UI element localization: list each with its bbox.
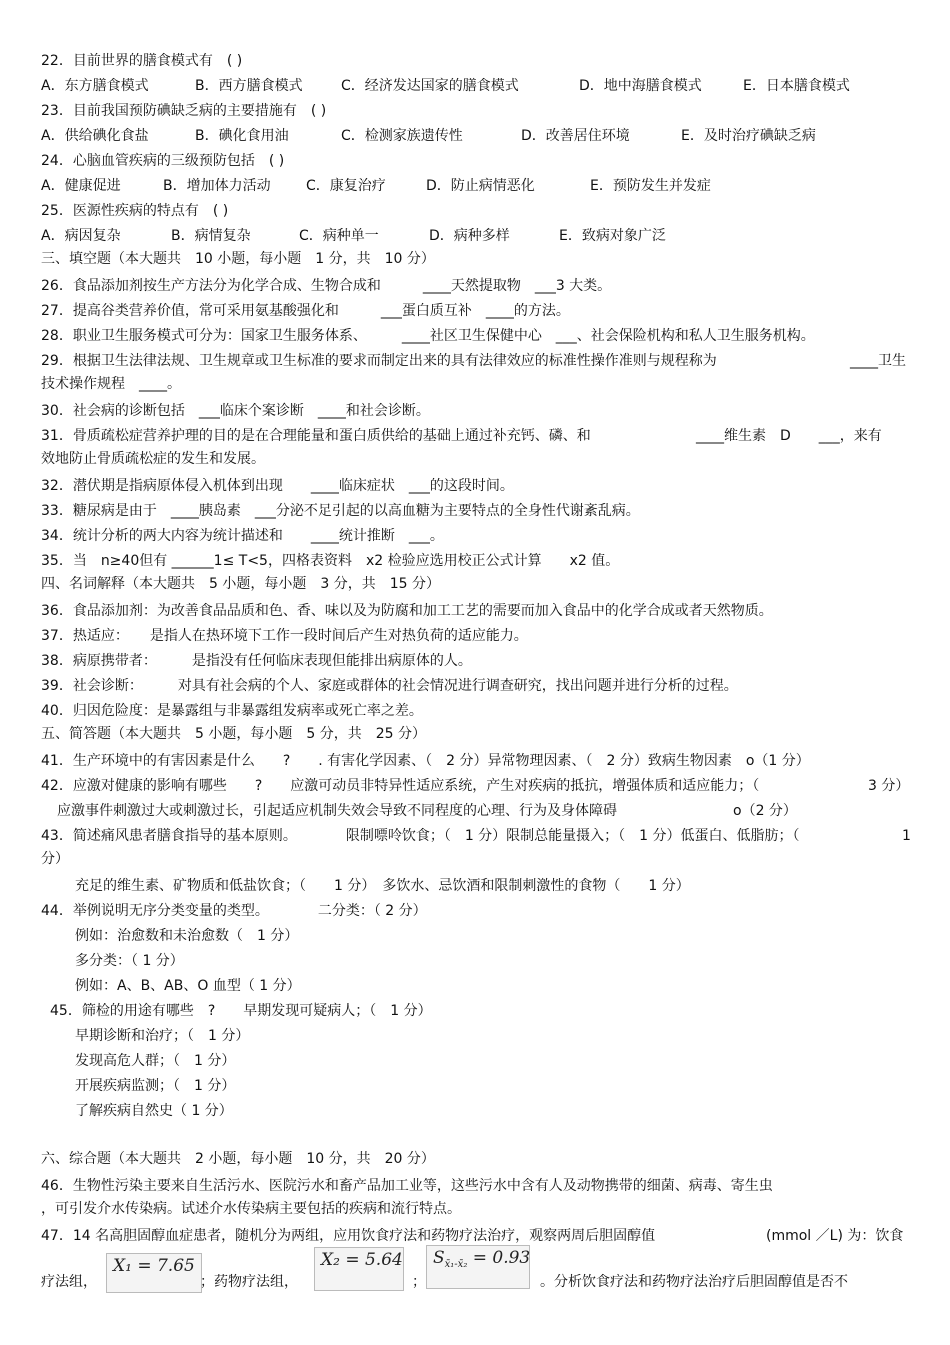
question-41: 41．生产环境中的有害因素是什么 ? . 有害化学因素、（ 2 分）异常物理因素、（ 2 分）致病生物因素 o（1 分） — [41, 753, 810, 769]
question-31-blank: ____维生素 D ___，来有 — [696, 428, 882, 444]
question-31-cont: 效地防止骨质疏松症的发生和发展。 — [41, 451, 265, 467]
question-35: 35．当 n≥40但有 ______1≤ T<5，四格表资料 x2 检验应选用校正公式计算 x2 值。 — [41, 553, 620, 569]
question-38: 38．病原携带者： 是指没有任何临床表现但能排出病原体的人。 — [41, 653, 472, 669]
option-e: E．预防发生并发症 — [590, 178, 711, 194]
question-43-score-cont: 分） — [41, 851, 69, 867]
section-5-heading: 五、简答题（本大题共 5 小题，每小题 5 分，共 25 分） — [41, 726, 426, 742]
question-22-options — [41, 76, 850, 96]
question-42-cont-score: o（2 分） — [733, 803, 797, 819]
question-47: 47．14 名高胆固醇血症患者，随机分为两组，应用饮食疗法和药物疗法治疗，观察两周后胆固醇值 — [41, 1228, 656, 1244]
question-30: 30．社会病的诊断包括 ___临床个案诊断 ____和社会诊断。 — [41, 403, 430, 419]
question-44-multiclass: 多分类：（ 1 分） — [75, 953, 184, 969]
question-29-cont: 技术操作规程 ____。 — [41, 376, 181, 392]
section-3-heading: 三、填空题（本大题共 10 小题，每小题 1 分，共 10 分） — [41, 251, 435, 267]
question-42: 42．应激对健康的影响有哪些 ? 应激可动员非特异性适应系统，产生对疾病的抵抗，增强体质和适应能力；（ — [41, 778, 760, 794]
question-42-cont: 应激事件刺激过大或刺激过长，引起适应机制失效会导致不同程度的心理、行为及身体障碍 — [57, 803, 617, 819]
option-d: D．改善居住环境 — [521, 128, 630, 144]
question-44: 44．举例说明无序分类变量的类型。 二分类：（ 2 分） — [41, 903, 427, 919]
formula-image-3: Sx̄₁-x̄₂ = 0.93 — [426, 1245, 530, 1289]
question-40: 40．归因危险度：是暴露组与非暴露组发病率或死亡率之差。 — [41, 703, 423, 719]
option-b: B．病情复杂 — [171, 228, 251, 244]
formula-image-1: X₁ = 7.65 — [106, 1253, 202, 1293]
option-c: C．病种单一 — [299, 228, 379, 244]
option-c: C．康复治疗 — [306, 178, 386, 194]
option-b: B．增加体力活动 — [163, 178, 271, 194]
question-46-cont: ，可引发介水传染病。试述介水传染病主要包括的疾病和流行特点。 — [41, 1201, 461, 1217]
question-22: 22．目前世界的膳食模式有 ( ) — [41, 53, 243, 69]
question-47-unit: (mmol ／L) 为：饮食 — [766, 1228, 904, 1244]
formula-image-2: X₂ = 5.64 — [314, 1247, 404, 1291]
question-28: 28．职业卫生服务模式可分为：国家卫生服务体系、 ____社区卫生保健中心 ___、社会保险机构和私人卫生服务机构。 — [41, 328, 815, 344]
question-25: 25．医源性疾病的特点有 ( ) — [41, 203, 229, 219]
question-23: 23．目前我国预防碘缺乏病的主要措施有 ( ) — [41, 103, 327, 119]
option-e: E．及时治疗碘缺乏病 — [681, 128, 816, 144]
question-24: 24．心脑血管疾病的三级预防包括 ( ) — [41, 153, 285, 169]
question-43-score: 1 — [902, 828, 911, 844]
question-29-blank: ____卫生 — [850, 353, 906, 369]
section-4-heading: 四、名词解释（本大题共 5 小题，每小题 3 分，共 15 分） — [41, 576, 440, 592]
question-34: 34．统计分析的两大内容为统计描述和 ____统计推断 ___。 — [41, 528, 444, 544]
question-44-example-1: 例如：治愈数和未治愈数（ 1 分） — [75, 928, 299, 944]
option-a: A．东方膳食模式 — [41, 78, 149, 94]
formula-mean-2 — [314, 1247, 404, 1291]
option-b: B．碘化食用油 — [195, 128, 289, 144]
question-46: 46．生物性污染主要来自生活污水、医院污水和畜产品加工业等，这些污水中含有人及动物携带的细菌、病毒、寄生虫 — [41, 1178, 773, 1194]
question-44-example-2: 例如：A、B、AB、O 血型（ 1 分） — [75, 978, 301, 994]
question-29: 29．根据卫生法律法规、卫生规章或卫生标准的要求而制定出来的具有法律效应的标准性操作准则与规程称为 — [41, 353, 717, 369]
question-43-cont: 充足的维生素、矿物质和低盐饮食；（ 1 分） 多饮水、忌饮酒和限制刺激性的食物（ 1 分） — [75, 878, 690, 894]
formula-se — [426, 1245, 530, 1289]
option-c: C．检测家族遗传性 — [341, 128, 463, 144]
option-d: D．病种多样 — [429, 228, 510, 244]
question-27: 27．提高谷类营养价值，常可采用氨基酸强化和 ___蛋白质互补 ____的方法。 — [41, 303, 570, 319]
question-32: 32．潜伏期是指病原体侵入机体到出现 ____临床症状 ___的这段时间。 — [41, 478, 514, 494]
question-37: 37．热适应： 是指人在热环境下工作一段时间后产生对热负荷的适应能力。 — [41, 628, 528, 644]
question-36: 36．食品添加剂：为改善食品品质和色、香、味以及为防腐和加工工艺的需要而加入食品中的化学合成或者天然物质。 — [41, 603, 773, 619]
question-25-options — [41, 226, 666, 246]
question-47-cont-label-1: 疗法组， — [41, 1274, 97, 1290]
question-43: 43．简述痛风患者膳食指导的基本原则。 限制嘌呤饮食；（ 1 分）限制总能量摄入；（ 1 分）低蛋白、低脂肪；（ — [41, 828, 800, 844]
option-d: D．防止病情恶化 — [426, 178, 535, 194]
question-45-item-3: 开展疾病监测；（ 1 分） — [75, 1078, 236, 1094]
question-24-options — [41, 176, 711, 196]
section-6-heading: 六、综合题（本大题共 2 小题，每小题 10 分，共 20 分） — [41, 1151, 435, 1167]
question-47-sep: ； — [412, 1274, 426, 1290]
option-b: B．西方膳食模式 — [195, 78, 303, 94]
option-e: E．日本膳食模式 — [743, 78, 850, 94]
option-a: A．供给碘化食盐 — [41, 128, 149, 144]
question-45-item-1: 早期诊断和治疗；（ 1 分） — [75, 1028, 250, 1044]
question-45: 45．筛检的用途有哪些 ? 早期发现可疑病人；（ 1 分） — [50, 1003, 432, 1019]
question-31: 31．骨质疏松症营养护理的目的是在合理能量和蛋白质供给的基础上通过补充钙、磷、和 — [41, 428, 591, 444]
question-47-cont-tail: 。分析饮食疗法和药物疗法治疗后胆固醇值是否不 — [540, 1274, 848, 1290]
formula-mean-1 — [106, 1253, 202, 1293]
option-c: C．经济发达国家的膳食模式 — [341, 78, 519, 94]
option-e: E．致病对象广泛 — [559, 228, 666, 244]
question-33: 33．糖尿病是由于 ____胰岛素 ___分泌不足引起的以高血糖为主要特点的全身性代谢紊乱病。 — [41, 503, 640, 519]
question-39: 39．社会诊断： 对具有社会病的个人、家庭或群体的社会情况进行调查研究，找出问题并进行分析的过程。 — [41, 678, 738, 694]
option-a: A．病因复杂 — [41, 228, 121, 244]
question-45-item-2: 发现高危人群；（ 1 分） — [75, 1053, 236, 1069]
question-23-options — [41, 126, 816, 146]
question-47-cont-label-2: ；药物疗法组， — [200, 1274, 298, 1290]
option-d: D．地中海膳食模式 — [579, 78, 702, 94]
question-42-score: 3 分） — [868, 778, 910, 794]
question-26: 26．食品添加剂按生产方法分为化学合成、生物合成和 ____天然提取物 ___3 大类。 — [41, 278, 612, 294]
option-a: A．健康促进 — [41, 178, 121, 194]
question-45-item-4: 了解疾病自然史（ 1 分） — [75, 1103, 233, 1119]
